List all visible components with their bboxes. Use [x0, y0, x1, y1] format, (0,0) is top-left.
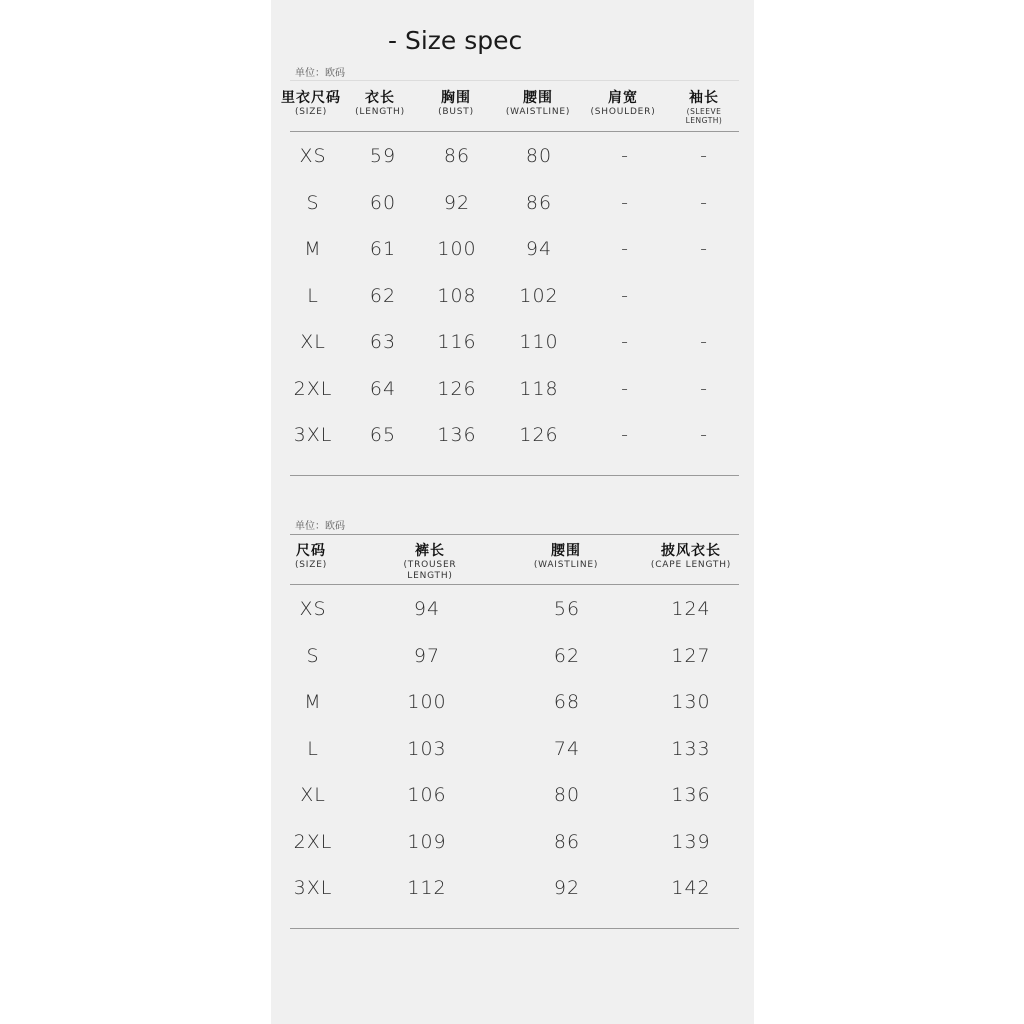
value-cell: 86: [525, 191, 553, 214]
value-cell: -: [700, 377, 708, 400]
value-cell: 65: [369, 424, 397, 446]
value-cell: -: [700, 238, 708, 260]
header-shoulder: 肩宽 (SHOULDER): [590, 90, 656, 117]
value-cell: 94: [525, 238, 553, 260]
value-cell: 80: [553, 784, 581, 806]
value-cell: 108: [437, 284, 477, 307]
value-cell: 139: [671, 830, 711, 853]
value-cell: -: [621, 145, 629, 167]
size-cell: 3XL: [293, 424, 333, 446]
size-cell: XS: [299, 145, 327, 167]
value-cell: -: [700, 331, 708, 353]
value-cell: 126: [519, 424, 559, 446]
header-sleeve-length: 袖长 (SLEEVE LENGTH): [685, 90, 723, 125]
value-cell: -: [621, 331, 629, 353]
value-cell: 62: [369, 284, 397, 307]
value-cell: 112: [407, 877, 447, 899]
value-cell: 63: [369, 331, 397, 353]
value-cell: -: [700, 424, 708, 446]
value-cell: 86: [553, 830, 581, 853]
value-cell: -: [621, 377, 629, 400]
value-cell: 136: [437, 424, 477, 446]
header-waistline: 腰围 (WAISTLINE): [533, 543, 599, 570]
size-chart-panel: [271, 0, 754, 1024]
unit-label: 单位：欧码: [295, 68, 345, 79]
value-cell: 68: [553, 691, 581, 713]
value-cell: 92: [443, 191, 471, 214]
unit-label: 单位：欧码: [295, 521, 345, 532]
size-cell: XL: [300, 331, 326, 353]
size-cell: M: [304, 238, 322, 260]
value-cell: 110: [519, 331, 559, 353]
value-cell: 94: [413, 598, 441, 620]
value-cell: -: [621, 191, 629, 214]
value-cell: 56: [553, 598, 581, 620]
divider: [290, 584, 739, 585]
value-cell: 80: [525, 145, 553, 167]
divider: [290, 80, 739, 81]
value-cell: 59: [369, 145, 397, 167]
header-waistline: 腰围 (WAISTLINE): [505, 90, 571, 117]
size-cell: S: [306, 191, 320, 214]
value-cell: 116: [437, 331, 477, 353]
header-size: 里衣尺码 (SIZE): [281, 90, 341, 117]
value-cell: 136: [671, 784, 711, 806]
value-cell: -: [621, 238, 629, 260]
page-title: - Size spec: [388, 26, 523, 55]
value-cell: 92: [553, 877, 581, 899]
value-cell: 100: [407, 691, 447, 713]
size-cell: M: [304, 691, 322, 713]
value-cell: 133: [671, 737, 711, 760]
value-cell: 106: [407, 784, 447, 806]
value-cell: 142: [671, 877, 711, 899]
value-cell: 61: [369, 238, 397, 260]
value-cell: 60: [369, 191, 397, 214]
value-cell: 100: [437, 238, 477, 260]
size-cell: S: [306, 644, 320, 667]
size-cell: 2XL: [293, 830, 333, 853]
value-cell: 102: [519, 284, 559, 307]
size-cell: 2XL: [293, 377, 333, 400]
value-cell: 86: [443, 145, 471, 167]
size-cell: 3XL: [293, 877, 333, 899]
divider: [290, 475, 739, 476]
value-cell: 64: [369, 377, 397, 400]
divider: [290, 131, 739, 132]
header-size: 尺码 (SIZE): [294, 543, 328, 570]
value-cell: 127: [671, 644, 711, 667]
size-cell: XS: [299, 598, 327, 620]
value-cell: -: [621, 424, 629, 446]
value-cell: -: [700, 145, 708, 167]
header-length: 衣长 (LENGTH): [355, 90, 405, 117]
value-cell: -: [621, 284, 629, 307]
header-bust: 胸围 (BUST): [438, 90, 474, 117]
value-cell: 130: [671, 691, 711, 713]
value-cell: 126: [437, 377, 477, 400]
value-cell: 103: [407, 737, 447, 760]
header-trouser-length: 裤长 (TROUSER LENGTH): [403, 543, 457, 581]
value-cell: 109: [407, 830, 447, 853]
value-cell: -: [700, 191, 708, 214]
value-cell: 124: [671, 598, 711, 620]
value-cell: 74: [553, 737, 581, 760]
value-cell: 97: [413, 644, 441, 667]
divider: [290, 534, 739, 535]
size-cell: L: [307, 284, 319, 307]
size-cell: L: [307, 737, 319, 760]
divider: [290, 928, 739, 929]
header-cape-length: 披风衣长 (CAPE LENGTH): [650, 543, 732, 570]
size-cell: XL: [300, 784, 326, 806]
value-cell: 62: [553, 644, 581, 667]
value-cell: 118: [519, 377, 559, 400]
